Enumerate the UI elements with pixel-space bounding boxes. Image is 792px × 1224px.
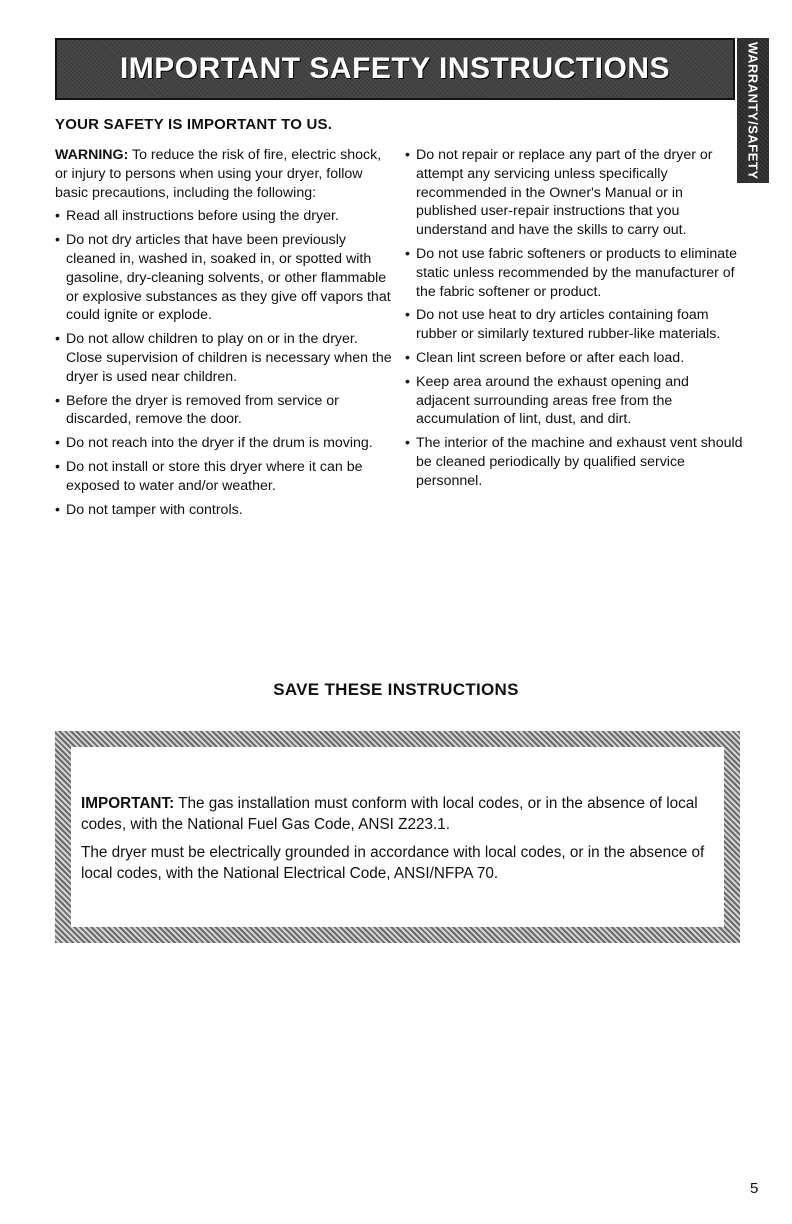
list-item [405,146,745,240]
list-item [405,434,745,490]
important-paragraph [81,793,710,835]
bullet-icon: • [405,435,410,452]
bullet-icon: • [55,501,60,518]
safety-heading: YOUR SAFETY IS IMPORTANT TO US. [55,116,333,133]
bullet-icon: • [405,307,410,324]
bullet-icon: • [405,245,410,262]
left-column [55,146,395,524]
list-item-text: Do not use heat to dry articles containing foam rubber or similarly textured rubber-like materials. [416,307,721,343]
save-instructions-heading: SAVE THESE INSTRUCTIONS [273,680,519,699]
side-tab-label: WARRANTY/SAFETY [745,41,761,180]
list-item-text: Keep area around the exhaust opening and adjacent surrounding areas free from the accumulation of lint, dust, and dirt. [416,373,689,428]
list-item-text: Before the dryer is removed from service or discarded, remove the door. [66,392,339,428]
list-item [55,207,395,226]
list-item [405,373,745,429]
important-notice-box [55,731,740,943]
list-item [55,458,395,496]
bullet-icon: • [55,232,60,249]
important-text: The gas installation must conform with local codes, or in the absence of local codes, with the National Fuel Gas Code, ANSI Z223.1. [81,795,698,833]
list-item [55,434,395,453]
bullet-icon: • [55,392,60,409]
list-item [55,501,395,520]
list-item [405,306,745,344]
important-notice-content [81,793,710,891]
important-label: IMPORTANT: [81,795,175,812]
list-item-text: Do not allow children to play on or in the dryer. Close supervision of children is necessary when the dryer is used near children. [66,331,392,385]
list-item-text: Do not use fabric softeners or products to eliminate static unless recommended by the manufacturer of the fabric softener or product. [416,245,737,300]
warning-label: WARNING: [55,147,129,163]
page-number: 5 [750,1180,759,1197]
bullet-icon: • [405,373,410,390]
list-item-text: Do not tamper with controls. [66,501,243,518]
list-item-text: Clean lint screen before or after each load. [416,349,685,366]
list-item-text: The interior of the machine and exhaust vent should be cleaned periodically by qualified service personnel. [416,435,743,489]
bullet-icon: • [405,147,410,163]
warning-text: To reduce the risk of fire, electric shock, or injury to persons when using your dryer, follow basic precautions, including the following: [55,147,382,201]
bullet-icon: • [55,458,60,475]
list-item-text: Do not install or store this dryer where it can be exposed to water and/or weather. [66,458,363,494]
right-column [405,146,745,496]
title-banner [55,38,735,100]
list-item-text: Do not repair or replace any part of the dryer or attempt any servicing unless specifically recommended in the Owner's Manual or in published user-repair instructions that you understand and have the skills to carry out. [416,147,713,239]
list-item [405,349,745,368]
list-item-text: Do not dry articles that have been previously cleaned in, washed in, soaked in, or spotted with gasoline, dry-cleaning solvents, or other flammable or explosive substances as they give off vapors that could ignite or explode. [66,232,391,324]
list-item [55,392,395,430]
list-item-text: Read all instructions before using the dryer. [66,208,339,225]
list-item [55,330,395,386]
list-item [405,245,745,301]
warning-paragraph [55,146,395,202]
bullet-icon: • [405,349,410,366]
list-item-text: Do not reach into the dryer if the drum is moving. [66,435,373,452]
bullet-icon: • [55,331,60,348]
bullet-icon: • [55,208,60,225]
page-title: IMPORTANT SAFETY INSTRUCTIONS [119,52,671,85]
grounding-paragraph: The dryer must be electrically grounded in accordance with local codes, or in the absence of local codes, with the National Electrical Code, ANSI/NFPA 70. [81,844,705,882]
bullet-icon: • [55,435,60,452]
list-item [55,231,395,325]
